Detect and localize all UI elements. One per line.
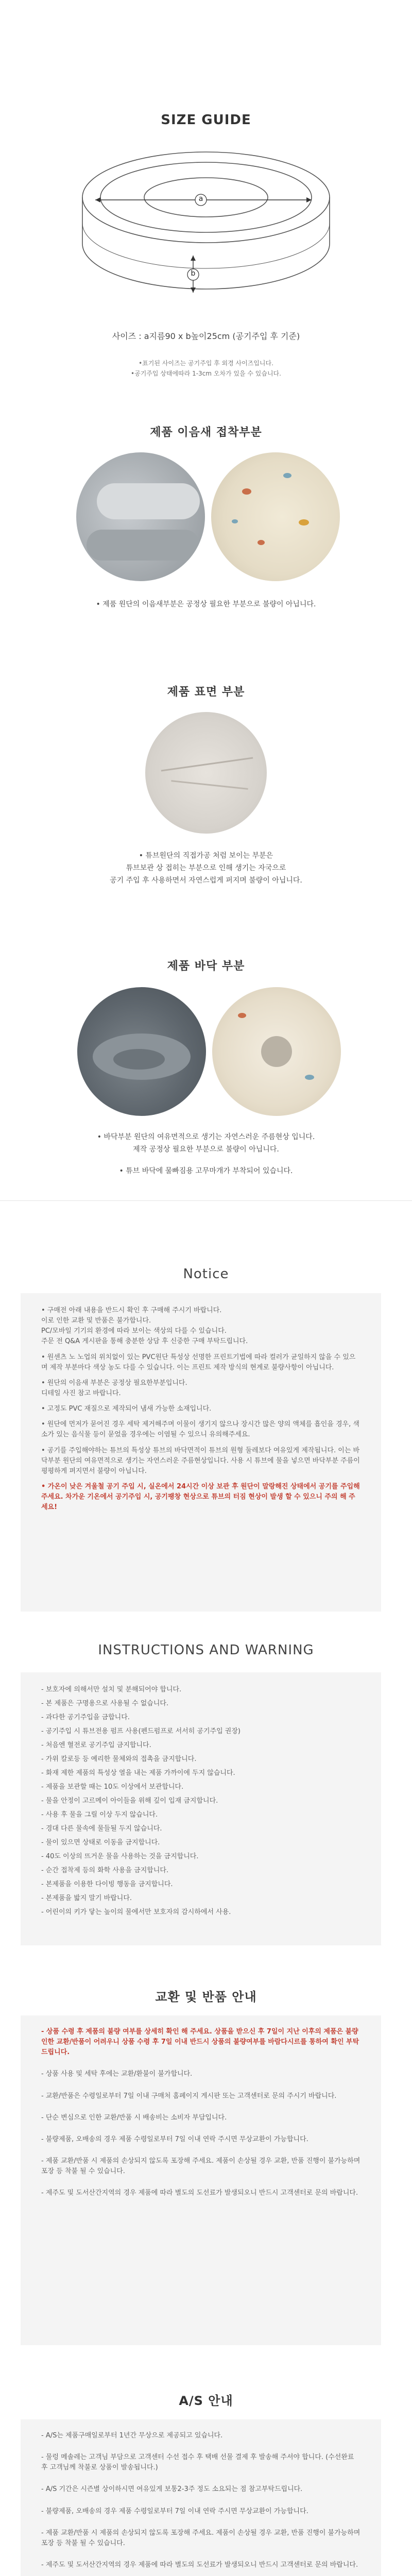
notice-item: • 공기를 주입해야하는 튜브의 특성상 튜브의 바닥면적이 튜브의 원형 둘레보다 여유있게 제작됩니다. 이는 바닥부분 원단의 여유면적으로 생기는 자연스러운 주름현상입니다. 사용 시 튜브에 물을 넣으면 바닥부분 주름이 평평하게 펴지면서 불량이 아닙니다. [41,1446,360,1475]
notice-box [21,1293,381,1612]
size-note-2: •공기주입 상태에따라 1-3cm 오차가 있을 수 있습니다. [131,370,281,377]
notice-item: • 원단에 먼저가 묻어진 경우 세탁 제거해주며 이물이 생기지 않으나 장시간 많은 양의 액체를 흡인을 경우, 색소가 있는 음식물 등이 묻었을 경우에는 이염될 수 있으니 유의해주세요. [41,1420,359,1439]
as-title: A/S 안내 [179,2394,233,2408]
seam-title: 제품 이음새 접착부분 [150,426,262,439]
as-item: - 제품 교환/반품 시 제품의 손상되지 않도록 포장해 주세요. 제품이 손상될 경우 교환, 반품 진행이 불가능하며 포장 등 착불 될 수 있습니다. [41,2529,360,2547]
instruction-item: - 가위 칼로등 등 예리한 물체와의 접촉을 금지합니다. [41,1755,197,1763]
exchange-warning: - 상품 수령 후 제품의 불량 여부를 상세히 확인 해 주세요. 상품을 받으신 후 7일이 지난 이후의 제품은 불량 인한 교환/반품이 어려우니 상품 수령 후 7일 이내 반드시 상품의 불량여부를 바람다시르를 통하여 확인 부탁드립니다. [41,2028,359,2057]
size-diagram [62,138,350,313]
notice-item: • 구매전 아래 내용을 반드시 확인 후 구매해 주시기 바랍니다. [41,1307,222,1314]
bottom-title: 제품 바닥 부분 [167,960,245,973]
label-b: b [191,269,196,278]
seam-desc: • 제품 원단의 이음새부분은 공정상 필요한 부분으로 불량이 아닙니다. [96,600,316,608]
exchange-title: 교환 및 반품 안내 [155,1990,257,2004]
instruction-item: - 과다한 공기주입을 금합니다. [41,1714,130,1721]
instruction-item: - 제품을 보관할 때는 10도 이상에서 보관합니다. [41,1783,184,1791]
instructions-box [21,1672,381,1945]
instruction-item: - 순간 접착제 등의 화학 사용을 금지합니다. [41,1867,169,1874]
exchange-item: - 상품 사용 및 세탁 후에는 교환/환불이 불가합니다. [41,2070,193,2078]
bottom-desc-1: • 바닥부분 원단의 여유면적으로 생기는 자연스러운 주름현상 입니다. [97,1133,315,1141]
notice-item: • 고정도 PVC 재질으로 제작되어 냄새 가능한 소재입니다. [41,1405,212,1413]
notice-item: 주문 전 Q&A 게시판을 통해 충분한 상담 후 신중한 구매 부탁드립니다. [41,1337,248,1346]
instruction-item: - 물이 있으면 상태로 이동을 금지합니다. [41,1839,160,1846]
notice-title: Notice [183,1266,229,1282]
size-note-1: •표기된 사이즈는 공기주입 후 외경 사이즈입니다. [139,360,273,367]
surface-desc-2: 튜브보관 상 접히는 부분으로 인해 생기는 자국으로 [126,864,286,872]
notice-warning: • 가온이 낮은 겨울철 공기 주입 시, 실온에서 24시간 이상 보관 후 원단이 말랑해진 상태에서 공기를 주입해주세요. 차가운 기온에서 공기주입 시, 공기팽창 현상으로 튜브의 터짐 현상이 발생 할 수 있으니 주의 해 주세요! [41,1482,360,1512]
notice-item: • 원센츠 노 노업의 위치없이 있는 PVC원단 특성상 선명한 프린트기법에 따라 컬러가 균일하지 않을 수 있으며 제작 부분마다 색상 농도 다를 수 있습니다. 이는 프린트 제작 방식의 현계로 불량사항이 아닙니다. [41,1353,356,1371]
notice-item: PC/모바일 기기의 환경에 따라 보이는 색상의 다를 수 있습니다. [41,1327,227,1335]
seam-photo-left [76,452,205,581]
bottom-photo-right [212,987,341,1116]
surface-desc-3: 공기 주입 후 사용하면서 자연스럽게 퍼지며 불량이 아닙니다. [110,876,302,885]
size-guide-title: SIZE GUIDE [161,112,251,128]
instruction-item: - 공기주입 시 튜브전용 펌프 사용(펜드펌프로 서서히 공기주입 권장) [41,1727,241,1735]
instruction-item: - 40도 이상의 뜨거운 물을 사용하는 것을 금지합니다. [41,1853,199,1860]
instruction-item: - 처음엔 혈전로 공기주입 금지합니다. [41,1741,151,1749]
exchange-box [21,2015,381,2345]
instruction-item: - 물을 안정이 고르메이 아이들을 위해 깊이 입재 금지합니다. [41,1797,218,1805]
instruction-item: - 어린이의 키가 닿는 높이의 물에서만 보호자의 감시하에서 사용. [41,1908,231,1916]
as-item: - 불량제품, 오배송의 경우 제품 수령일로부터 7일 이내 연락 주시면 무상교환이 가능합니다. [41,2507,308,2515]
bottom-desc-3: • 튜브 바닥에 물빠짐용 고무마개가 부착되어 있습니다. [119,1167,293,1175]
instructions-title: INSTRUCTIONS AND WARNING [98,1642,314,1658]
label-a: a [198,195,203,203]
bottom-photo-left [77,987,206,1116]
size-text: 사이즈 : a지름90 x b높이25cm (공기주입 후 기준) [112,331,300,341]
exchange-item: - 교환/반품은 수령일로부터 7일 이내 구매처 홈페이지 게시판 또는 고객센터로 문의 주시기 바랍니다. [41,2092,337,2100]
exchange-item: - 제주도 및 도서산간지역의 경우 제품에 따라 별도의 도선료가 발생되오니 반드시 고객센터로 문의 바랍니다. [41,2189,358,2197]
surface-photo [145,712,267,834]
notice-item: 디테일 사진 참고 바랍니다. [41,1389,121,1397]
exchange-item: - 제품 교환/반품 시 제품의 손상되지 않도록 포장해 주세요. 제품이 손상될 경우 교환, 반품 진행이 불가능하며 포장 등 착불 될 수 있습니다. [41,2157,360,2176]
notice-item: • 원단의 이음새 부분은 공정상 필요한부분입니다. [41,1379,187,1387]
instruction-item: - 사용 후 물을 그릴 이상 두지 않습니다. [41,1811,158,1819]
instruction-item: - 본 제품은 구명용으로 사용될 수 없습니다. [41,1700,169,1707]
exchange-item: - 불량제품, 오배송의 경우 제품 수령일로부터 7일 이내 연락 주시면 무상교환이 가능합니다. [41,2135,308,2143]
instruction-item: - 보호자에 의해서만 설치 및 분해되어야 합니다. [41,1686,182,1693]
instruction-item: - 본제품을 밟지 말기 바랍니다. [41,1894,132,1902]
as-item: - A/S 기간은 시즌별 상이하시면 여유있게 보통2-3주 정도 소요되는 점 참고부탁드립니다. [41,2485,303,2494]
exchange-item: - 단순 변심으로 인한 교환/반품 시 배송비는 소비자 부담입니다. [41,2113,227,2122]
surface-desc-1: • 튜브원단의 직접가공 처럼 보이는 부분은 [139,852,273,860]
notice-item: 이로 인한 교환 및 반품은 불가합니다. [41,1317,151,1325]
as-box [21,2419,381,2576]
bottom-desc-2: 제작 공정상 필요한 부분으로 불량이 아닙니다. [133,1145,279,1154]
instruction-item: - 본제품을 이용한 다이빙 행동을 금지합니다. [41,1880,173,1888]
instruction-item: - 경대 다른 물속에 물들될 두지 않습니다. [41,1825,162,1833]
surface-title: 제품 표면 부분 [167,686,245,699]
as-item: - A/S는 제품구매일로부터 1년간 무상으로 제공되고 있습니다. [41,2432,223,2439]
as-item: - 물렁 메솔레는 고객님 부담으로 고객센터 수선 접수 후 택배 선물 결제 후 발송해 주셔야 합니다. (수선완료 후 고객님께 착불로 상품이 발송됩니다.) [41,2453,354,2472]
instruction-item: - 화재 제한 제품의 특성상 열을 내는 제품 가까이에 두지 않습니다. [41,1769,235,1777]
seam-photo-right [211,452,340,581]
as-item: - 제주도 및 도서산간지역의 경우 제품에 따라 별도의 도선료가 발생되오니 반드시 고객센터로 문의 바랍니다. [41,2561,358,2569]
divider [0,1200,412,1201]
